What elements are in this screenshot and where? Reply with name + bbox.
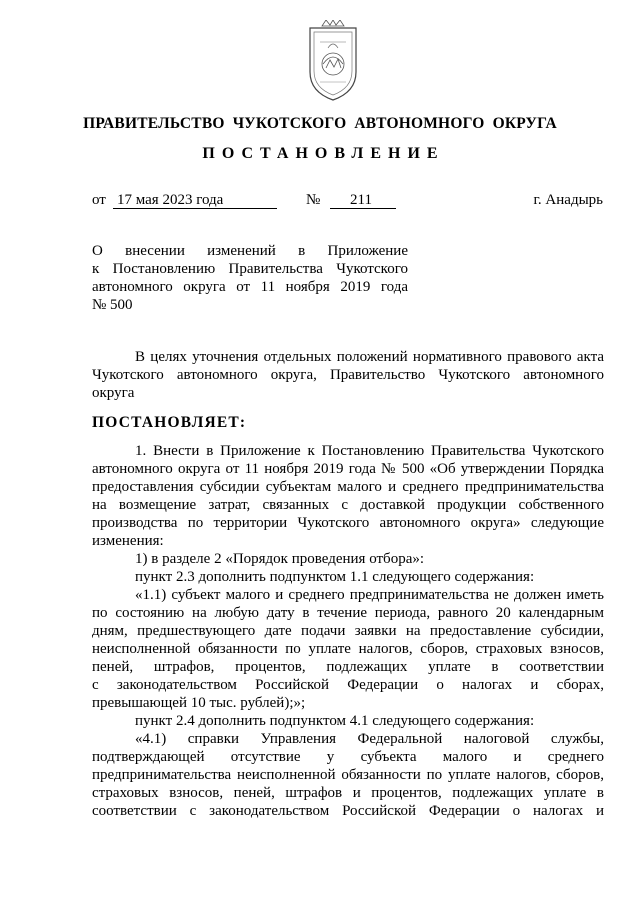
decree-subject — [92, 242, 408, 314]
body-line: «4.1) справки Управления Федеральной налоговой службы, — [135, 731, 604, 747]
body-line: предпринимательства неисполненной обязанности по уплате налогов, сборов, — [92, 767, 604, 783]
body-line: пеней, штрафов, процентов, подлежащих уплате в соответствии — [92, 659, 604, 675]
body-line: подтверждающей отсутствие у субъекта малого и среднего — [92, 749, 604, 765]
decree-date-value: 17 мая 2023 года — [113, 193, 277, 209]
preamble — [92, 348, 604, 402]
body-line: неисполненной обязанности по уплате налогов, сборов, страховых взносов, — [92, 641, 604, 657]
body-line: 1) в разделе 2 «Порядок проведения отбора»: — [135, 551, 425, 567]
government-title: ПРАВИТЕЛЬСТВО ЧУКОТСКОГО АВТОНОМНОГО ОКРУГА — [83, 115, 557, 132]
body-line: пункт 2.4 дополнить подпунктом 4.1 следующего содержания: — [135, 713, 535, 729]
body-line: автономного округа от 11 ноября 2019 года № 500 «Об утверждении Порядка — [92, 461, 604, 477]
body-line: на возмещение затрат, связанных с доставкой продукции собственного — [92, 497, 604, 513]
preamble-line: округа — [92, 385, 135, 401]
body-line: 1. Внести в Приложение к Постановлению Правительства Чукотского — [135, 443, 604, 459]
document-type-title: ПОСТАНОВЛЕНИЕ — [202, 145, 445, 162]
body-line: соответствии с законодательством Российской Федерации о налогах и — [92, 803, 604, 819]
body-line: дням, предшествующего дате подачи заявки на предоставление субсидии, — [92, 623, 604, 639]
subject-line: автономного округа от 11 ноября 2019 года — [92, 279, 408, 295]
body-line: страховых взносов, пеней, штрафов и процентов, подлежащих уплате в — [92, 785, 604, 801]
decree-date — [113, 191, 277, 209]
body-line: изменения: — [92, 533, 164, 549]
subject-line: О внесении изменений в Приложение — [92, 243, 408, 259]
body-line: по состоянию на любую дату в течение периода, равного 20 календарным — [92, 605, 604, 621]
decree-number-value: 211 — [330, 193, 396, 209]
body-line: предоставления субсидии субъектам малого и среднего предпринимательства — [92, 479, 604, 495]
body-line: производства по территории Чукотского автономного округа» следующие — [92, 515, 604, 531]
body-line: пункт 2.3 дополнить подпунктом 1.1 следующего содержания: — [135, 569, 535, 585]
coat-of-arms-icon — [306, 20, 360, 102]
number-label: № — [306, 192, 321, 208]
decree-number — [330, 191, 396, 209]
city: г. Анадырь — [533, 192, 603, 208]
from-label: от — [92, 192, 106, 208]
subject-line: к Постановлению Правительства Чукотского — [92, 261, 408, 277]
subject-line: № 500 — [92, 297, 133, 313]
decree-body — [92, 442, 604, 820]
body-line: с законодательством Российской Федерации о налогах и сборах, — [92, 677, 604, 693]
body-line: превышающей 10 тыс. рублей);»; — [92, 695, 306, 711]
resolves-heading: ПОСТАНОВЛЯЕТ: — [92, 414, 247, 431]
preamble-line: Чукотского автономного округа, Правительство Чукотского автономного — [92, 367, 604, 383]
body-line: «1.1) субъект малого и среднего предпринимательства не должен иметь — [135, 587, 604, 603]
preamble-line: В целях уточнения отдельных положений нормативного правового акта — [135, 349, 604, 365]
